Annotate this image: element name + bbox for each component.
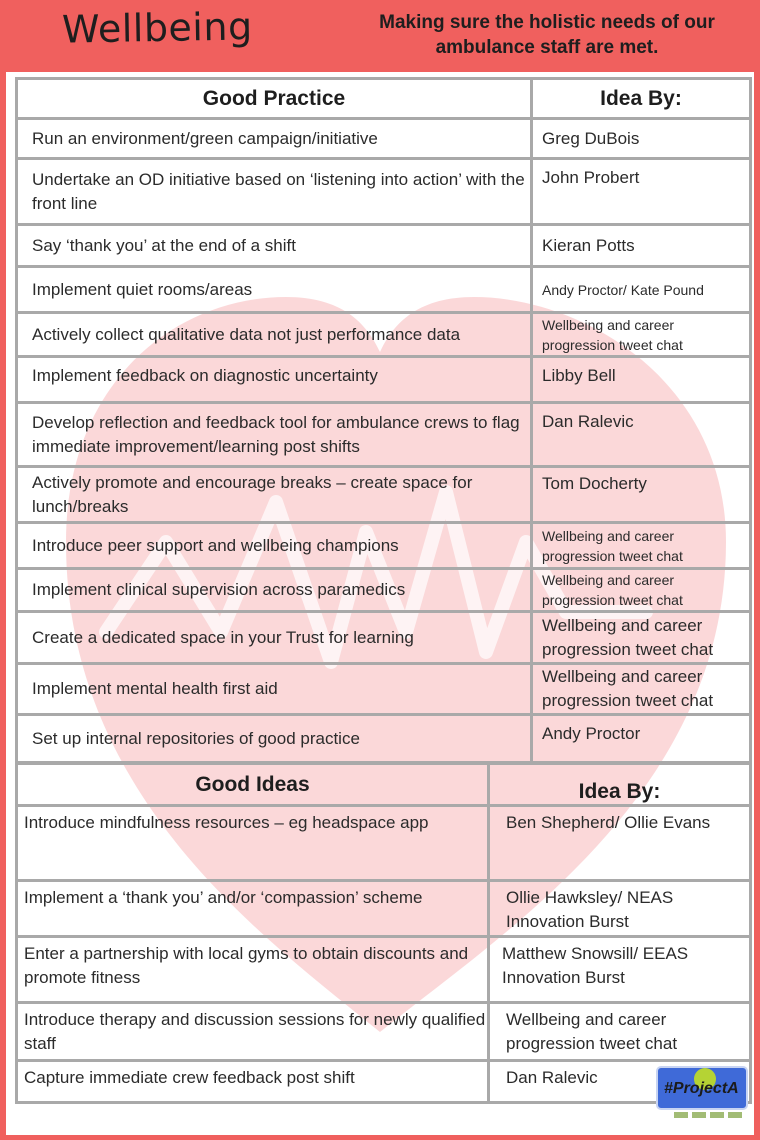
table-row	[17, 523, 751, 569]
table-row	[17, 569, 751, 612]
table-row	[17, 159, 751, 225]
logo-badge	[656, 1066, 748, 1110]
logo-text: #ProjectA	[664, 1080, 739, 1097]
content-panel	[6, 72, 754, 1135]
page-title: Wellbeing	[61, 4, 253, 52]
good-ideas-table	[15, 762, 752, 1104]
table-row	[17, 715, 751, 763]
idea-author: Matthew Snowsill/ EEAS Innovation Burst	[489, 937, 751, 1003]
practice-author: Dan Ralevic	[532, 403, 751, 467]
practice-author: Andy Proctor/ Kate Pound	[532, 267, 751, 313]
practice-text: Implement quiet rooms/areas	[17, 267, 532, 313]
practice-text: Say ‘thank you’ at the end of a shift	[17, 225, 532, 267]
practice-author: Wellbeing and career progression tweet chat	[532, 612, 751, 664]
table-row	[17, 313, 751, 357]
page-subtitle: Making sure the holistic needs of our ambulance staff are met.	[379, 12, 715, 58]
good-practice-table	[15, 77, 752, 764]
practice-text: Actively promote and encourage breaks – create space for lunch/breaks	[17, 467, 532, 523]
table-row	[17, 1003, 751, 1061]
practice-author: Wellbeing and career progression tweet chat	[532, 569, 751, 612]
practice-text: Implement clinical supervision across paramedics	[17, 569, 532, 612]
idea-text: Enter a partnership with local gyms to obtain discounts and promote fitness	[17, 937, 489, 1003]
practice-text: Create a dedicated space in your Trust for learning	[17, 612, 532, 664]
practice-author: Tom Docherty	[532, 467, 751, 523]
table-row	[17, 403, 751, 467]
practice-text: Undertake an OD initiative based on ‘listening into action’ with the front line	[17, 159, 532, 225]
table-row	[17, 937, 751, 1003]
practice-author: Wellbeing and career progression tweet chat	[532, 664, 751, 715]
practice-text: Actively collect qualitative data not just performance data	[17, 313, 532, 357]
practice-author: Andy Proctor	[532, 715, 751, 763]
practice-author: John Probert	[532, 159, 751, 225]
practice-text: Implement mental health first aid	[17, 664, 532, 715]
idea-author: Ollie Hawksley/ NEAS Innovation Burst	[489, 881, 751, 937]
project-a-logo	[656, 1062, 748, 1122]
table-row	[17, 881, 751, 937]
good-ideas-heading: Good Ideas	[17, 764, 489, 806]
table-header-row	[17, 79, 751, 119]
good-practice-heading: Good Practice	[17, 79, 532, 119]
partner-logos-strip	[674, 1112, 744, 1118]
practice-author: Greg DuBois	[532, 119, 751, 159]
table-row	[17, 664, 751, 715]
table-row	[17, 806, 751, 881]
practice-text: Develop reflection and feedback tool for ambulance crews to flag immediate improvement/learning post shifts	[17, 403, 532, 467]
practice-author: Wellbeing and career progression tweet chat	[532, 523, 751, 569]
idea-author: Dan Ralevic	[489, 1061, 751, 1103]
table-row	[17, 467, 751, 523]
idea-text: Introduce therapy and discussion sessions for newly qualified staff	[17, 1003, 489, 1061]
idea-author: Wellbeing and career progression tweet chat	[489, 1003, 751, 1061]
table-row	[17, 612, 751, 664]
header	[0, 0, 760, 72]
idea-text: Implement a ‘thank you’ and/or ‘compassion’ scheme	[17, 881, 489, 937]
idea-text: Capture immediate crew feedback post shift	[17, 1061, 489, 1103]
table-row	[17, 357, 751, 403]
table-row	[17, 1061, 751, 1103]
practice-text: Set up internal repositories of good practice	[17, 715, 532, 763]
idea-by-heading: Idea By:	[532, 79, 751, 119]
practice-author: Kieran Potts	[532, 225, 751, 267]
table-row	[17, 119, 751, 159]
practice-text: Run an environment/green campaign/initiative	[17, 119, 532, 159]
practice-text: Introduce peer support and wellbeing champions	[17, 523, 532, 569]
idea-author: Ben Shepherd/ Ollie Evans	[489, 806, 751, 881]
idea-by-heading: Idea By:	[489, 764, 751, 806]
practice-text: Implement feedback on diagnostic uncertainty	[17, 357, 532, 403]
table-row	[17, 225, 751, 267]
practice-author: Libby Bell	[532, 357, 751, 403]
practice-author: Wellbeing and career progression tweet chat	[532, 313, 751, 357]
table-row	[17, 267, 751, 313]
idea-text: Introduce mindfulness resources – eg headspace app	[17, 806, 489, 881]
table-header-row	[17, 764, 751, 806]
